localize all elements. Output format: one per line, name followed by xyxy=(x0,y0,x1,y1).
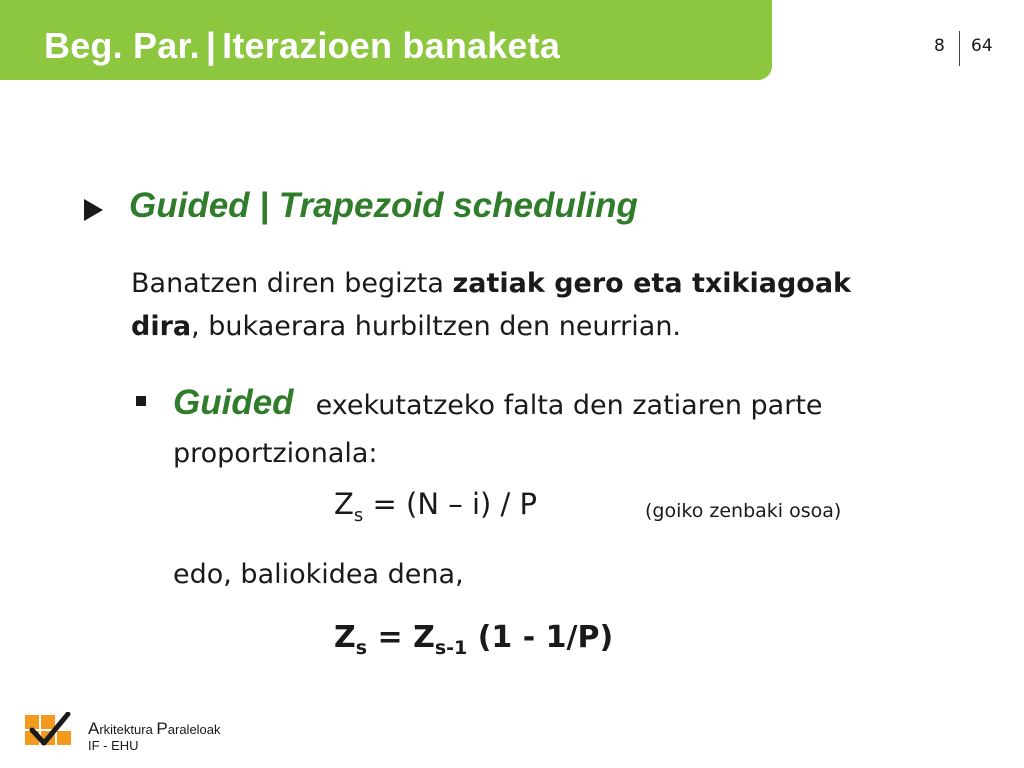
footer-cap-p: P xyxy=(156,719,168,738)
triangle-bullet-icon xyxy=(84,199,103,221)
formula2-mid: = Z xyxy=(367,620,435,655)
guided-bullet-item xyxy=(173,379,953,478)
footer-rest-p: araleloak xyxy=(167,722,221,737)
square-bullet-icon xyxy=(136,396,146,406)
description-paragraph xyxy=(131,262,951,348)
orange-squares-check-logo-icon xyxy=(24,712,74,748)
formula1-lhs: Z xyxy=(334,487,354,521)
page-divider xyxy=(959,31,960,66)
formula2-lhs-sub: s xyxy=(355,637,368,659)
guided-term: Guided xyxy=(173,383,294,422)
title-separator: | xyxy=(205,25,217,66)
formula2-mid-sub: s-1 xyxy=(434,637,468,659)
para-text2: , bukaerara hurbiltzen den neurrian. xyxy=(191,311,682,342)
para-bold1: zatiak gero eta txikiagoak xyxy=(452,268,852,299)
formula1-lhs-sub: s xyxy=(353,504,364,526)
section-heading: Guided | Trapezoid scheduling xyxy=(129,186,638,225)
formula2-rhs: (1 - 1/P) xyxy=(467,620,614,655)
formula-note: (goiko zenbaki osoa) xyxy=(645,500,842,522)
section-heading-row xyxy=(84,186,638,226)
footer-rest-a: rkitektura xyxy=(99,722,157,737)
title-part2: Iterazioen banaketa xyxy=(222,25,561,66)
footer-dept: IF - EHU xyxy=(88,738,139,753)
equivalent-text: edo, baliokidea dena, xyxy=(173,559,464,590)
footer-cap-a: A xyxy=(88,719,100,738)
formula2-lhs: Z xyxy=(334,620,356,655)
para-text1: Banatzen diren begizta xyxy=(131,268,453,299)
slide-title xyxy=(44,25,560,67)
title-part1: Beg. Par. xyxy=(44,25,200,66)
page-total: 64 xyxy=(971,36,993,56)
page-current: 8 xyxy=(934,36,945,56)
footer-org-name xyxy=(88,719,221,739)
guided-text: exekutatzeko falta den zatiaren parte proportzionala: xyxy=(173,390,823,469)
formula-zs-recursive xyxy=(334,620,613,659)
formula1-rhs: = (N – i) / P xyxy=(363,487,538,521)
para-bold2: dira xyxy=(131,311,192,342)
formula-zs xyxy=(334,487,537,526)
